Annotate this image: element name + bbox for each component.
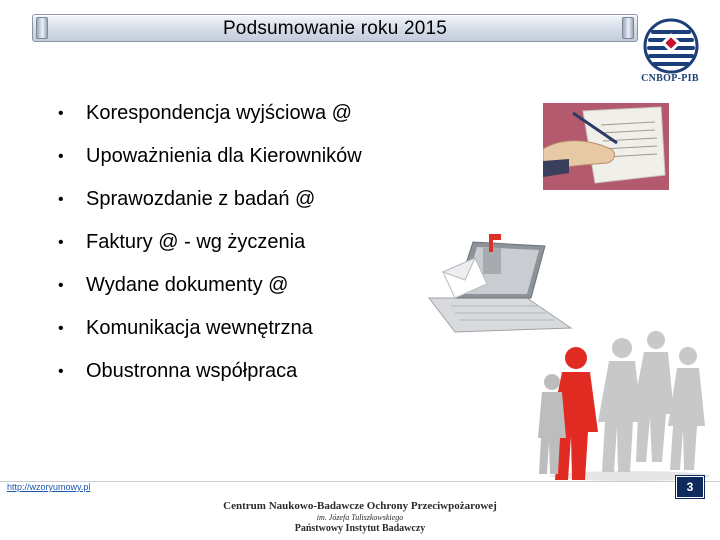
list-item	[48, 92, 488, 135]
list-item-text: Faktury @ - wg życzenia	[86, 231, 306, 253]
list-item-text: Wydane dokumenty @	[86, 274, 289, 296]
slide-title: Podsumowanie roku 2015	[222, 18, 448, 39]
title-banner	[32, 14, 638, 42]
bullet-icon: •	[58, 362, 64, 380]
list-item-text: Komunikacja wewnętrzna	[86, 317, 313, 339]
page-number-badge: 3	[676, 476, 704, 498]
list-item	[48, 350, 488, 393]
banner-right-cap	[622, 17, 634, 39]
footer-organization	[200, 500, 520, 535]
list-item-text: Obustronna współpraca	[86, 360, 298, 382]
list-item-text: Korespondencja wyjściowa @	[86, 102, 352, 124]
list-item-text: Upoważnienia dla Kierowników	[86, 145, 362, 167]
hand-signing-document-image	[543, 103, 669, 190]
organization-name: Centrum Naukowo-Badawcze Ochrony Przeciwpożarowej	[223, 500, 497, 512]
bullet-icon: •	[58, 190, 64, 208]
list-item	[48, 135, 488, 178]
organization-patron: im. Józefa Tuliszkowskiego	[316, 513, 404, 523]
organization-type: Państwowy Instytut Badawczy	[294, 522, 426, 534]
bullet-icon: •	[58, 104, 64, 122]
bullet-icon: •	[58, 147, 64, 165]
bullet-icon: •	[58, 276, 64, 294]
team-of-figures-image	[538, 322, 716, 482]
laptop-mailbox-image	[415, 228, 583, 336]
bullet-icon: •	[58, 319, 64, 337]
bullet-icon: •	[58, 233, 64, 251]
footer-link[interactable]: http://wzoryumowy.pl	[7, 482, 91, 492]
footer-divider	[0, 481, 720, 482]
list-item	[48, 178, 488, 221]
logo-caption: CNBOP-PIB	[641, 73, 699, 84]
list-item-text: Sprawozdanie z badań @	[86, 188, 316, 210]
